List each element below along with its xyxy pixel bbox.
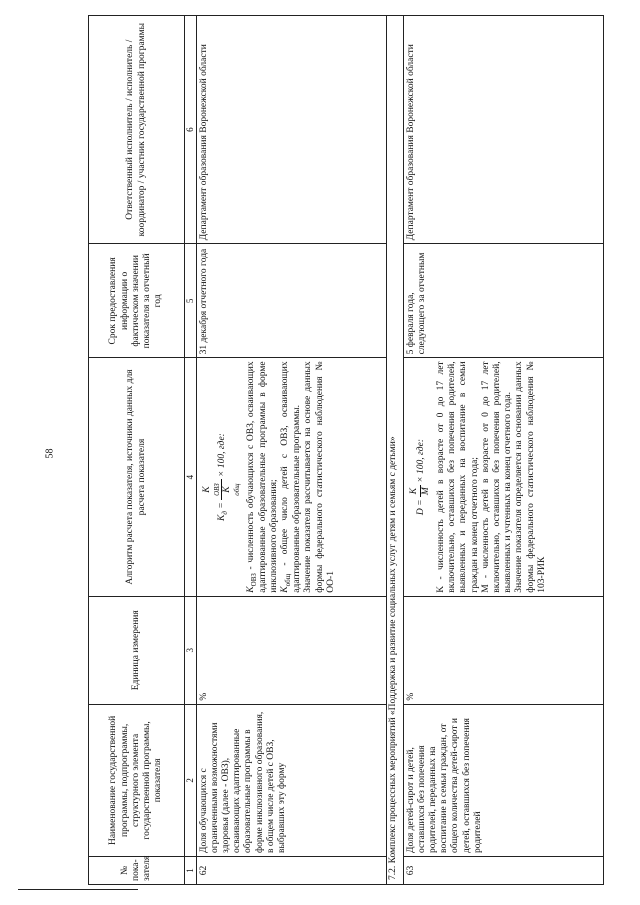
header-row — [89, 16, 185, 885]
row-number: 63 — [403, 856, 603, 884]
header-name: Наименование государственной программы, подпрограммы, структурного элемента государственной программы, показателя — [89, 704, 185, 856]
formula-fraction: K ОВЗ K общ — [202, 479, 242, 500]
indicator-responsible: Департамент образования Воронежской области — [403, 16, 603, 244]
col-number: 3 — [185, 596, 197, 704]
indicator-algorithm — [196, 358, 386, 596]
definition: $K_{общ}$ - общее число детей с ОВЗ, осваивающих адаптированные образовательные программы. — [280, 361, 303, 593]
section-title: 7.2. Комплекс процессных мероприятий «Поддержка и развитие социальных услуг детям и семьям с детьми» — [386, 16, 403, 885]
col-number: 2 — [185, 704, 197, 856]
data-source: Значение показателя рассчитывается на основе данных формы федерального статистического наблюдения № ОО-1 — [303, 361, 336, 593]
indicator-unit: % — [196, 596, 386, 704]
indicator-unit: % — [403, 596, 603, 704]
indicator-responsible: Департамент образования Воронежской области — [196, 16, 386, 244]
page-number: 58 — [44, 448, 56, 459]
formula-fraction: K M — [408, 487, 431, 496]
indicator-algorithm — [403, 358, 603, 596]
footer-rule — [18, 889, 138, 890]
formula: $K_д$ = K ОВЗ K общ × 100, где: — [201, 433, 242, 521]
column-number-row — [185, 16, 197, 885]
header-num: № пока-зателя — [89, 856, 185, 884]
header-responsible: Ответственный исполнитель / исполнитель / координатор / участник государственной программы — [89, 16, 185, 244]
indicator-deadline: 31 декабря отчетного года — [196, 244, 386, 358]
indicator-table-rotated — [88, 15, 628, 885]
header-deadline: Срок предоставления информации о фактическом значении показателя за отчетный год — [89, 244, 185, 358]
section-row — [386, 16, 403, 885]
header-unit: Единица измерения — [89, 596, 185, 704]
header-algorithm: Алгоритм расчета показателя, источники данных для расчета показателя — [89, 358, 185, 596]
col-number: 6 — [185, 16, 197, 244]
definition: M - численность детей в возрасте от 0 до 17 лет включительно, оставшихся без попечения родителей, выявленных и учтенных на конец отчетного года. — [480, 361, 514, 593]
definition: $K_{ОВЗ}$ - численность обучающихся с ОВЗ, осваивающих адаптированные образовательные программы в форме инклюзивного образования; — [245, 361, 279, 593]
table-row — [403, 16, 603, 885]
table-row — [196, 16, 386, 885]
indicator-deadline: 5 февраля года, следующего за отчетным — [403, 244, 603, 358]
indicator-name: Доля детей-сирот и детей, оставшихся без попечения родителей, переданных на воспитание в семьи граждан, от общего количества детей-сирот и детей, оставшихся без попечения родителей — [403, 704, 603, 856]
col-number: 1 — [185, 856, 197, 884]
col-number: 5 — [185, 244, 197, 358]
definition: K - численность детей в возрасте от 0 до 17 лет включительно, оставшихся без попечения родителей, выявленных и переданных на воспитание в семьи граждан на конец отчетного года; — [436, 361, 480, 593]
row-number: 62 — [196, 856, 386, 884]
data-source: Значение показателя определяется на основании данных формы федерального статистического наблюдения № 103-РИК — [514, 361, 547, 593]
indicator-table — [88, 15, 604, 885]
formula: D = K M × 100, где: — [408, 438, 431, 516]
col-number: 4 — [185, 358, 197, 596]
indicator-name: Доля обучающихся с ограниченными возможностями здоровья (далее - ОВЗ), осваивающих адаптированные образовательные программы в форме инклюзивного образования, в общем числе детей с ОВЗ, выбравших эту форму — [196, 704, 386, 856]
